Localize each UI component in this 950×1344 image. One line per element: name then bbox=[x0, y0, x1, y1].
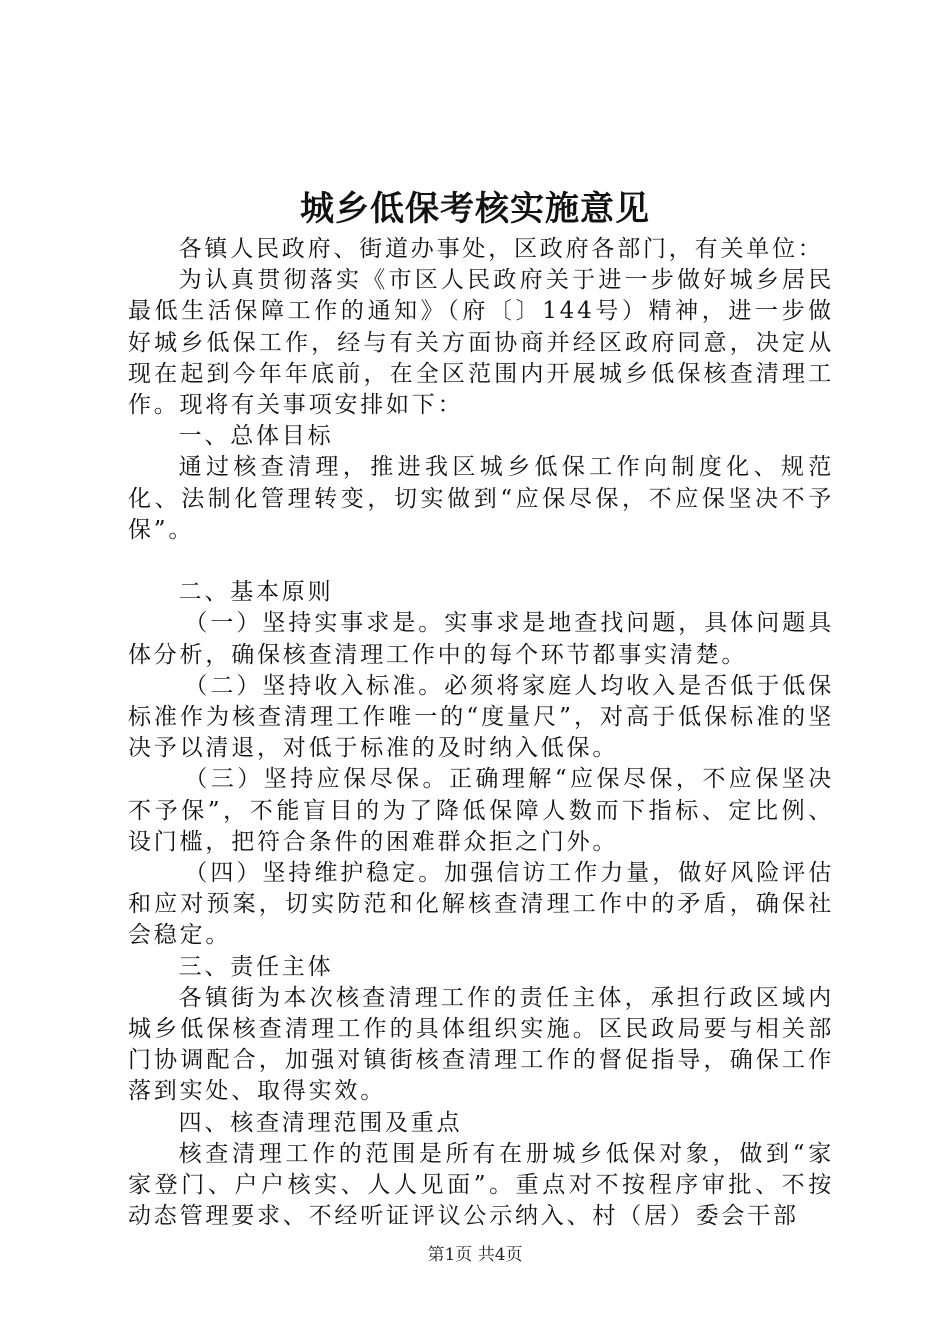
page-number-footer: 第1页 共4页 bbox=[427, 1245, 523, 1265]
document-title: 城乡低保考核实施意见 bbox=[300, 189, 650, 229]
section-body-1: 通过核查清理，推进我区城乡低保工作向制度化、规范化、法制化管理转变，切实做到“应保尽保，不应保坚决不予保”。 bbox=[128, 454, 834, 543]
section-heading-3: 三、责任主体 bbox=[178, 953, 334, 980]
principle-item-2: （二）坚持收入标准。必须将家庭人均收入是否低于低保标准作为核查清理工作唯一的“度量尺”，对高于低保标准的坚决予以清退，对低于标准的及时纳入低保。 bbox=[128, 672, 834, 762]
section-heading-2: 二、基本原则 bbox=[178, 579, 334, 606]
section-heading-1: 一、总体目标 bbox=[178, 423, 334, 450]
intro-paragraph: 为认真贯彻落实《市区人民政府关于进一步做好城乡居民最低生活保障工作的通知》（府〔〕144号）精神，进一步做好城乡低保工作，经与有关方面协商并经区政府同意，决定从现在起到今年年底前，在全区范围内开展城乡低保核查清理工作。现将有关事项安排如下： bbox=[128, 267, 834, 419]
principle-item-1: （一）坚持实事求是。实事求是地查找问题，具体问题具体分析，确保核查清理工作中的每个环节都事实清楚。 bbox=[128, 610, 834, 668]
section-body-4: 核查清理工作的范围是所有在册城乡低保对象，做到“家家登门、户户核实、人人见面”。重点对不按程序审批、不按动态管理要求、不经听证评议公示纳入、村（居）委会干部 bbox=[128, 1140, 834, 1230]
paragraph-spacer bbox=[128, 546, 834, 577]
principle-item-4: （四）坚持维护稳定。加强信访工作力量，做好风险评估和应对预案，切实防范和化解核查清理工作中的矛盾，确保社会稳定。 bbox=[128, 860, 834, 949]
document-body bbox=[128, 234, 834, 1232]
section-heading-4: 四、核查清理范围及重点 bbox=[178, 1109, 463, 1136]
principle-item-3: （三）坚持应保尽保。正确理解“应保尽保，不应保坚决不予保”，不能盲目的为了降低保障人数而下指标、定比例、设门槛，把符合条件的困难群众拒之门外。 bbox=[128, 766, 834, 855]
section-body-3: 各镇街为本次核查清理工作的责任主体，承担行政区域内城乡低保核查清理工作的具体组织实施。区民政局要与相关部门协调配合，加强对镇街核查清理工作的督促指导，确保工作落到实处、取得实效。 bbox=[128, 984, 834, 1105]
salutation: 各镇人民政府、街道办事处，区政府各部门，有关单位： bbox=[178, 236, 824, 262]
